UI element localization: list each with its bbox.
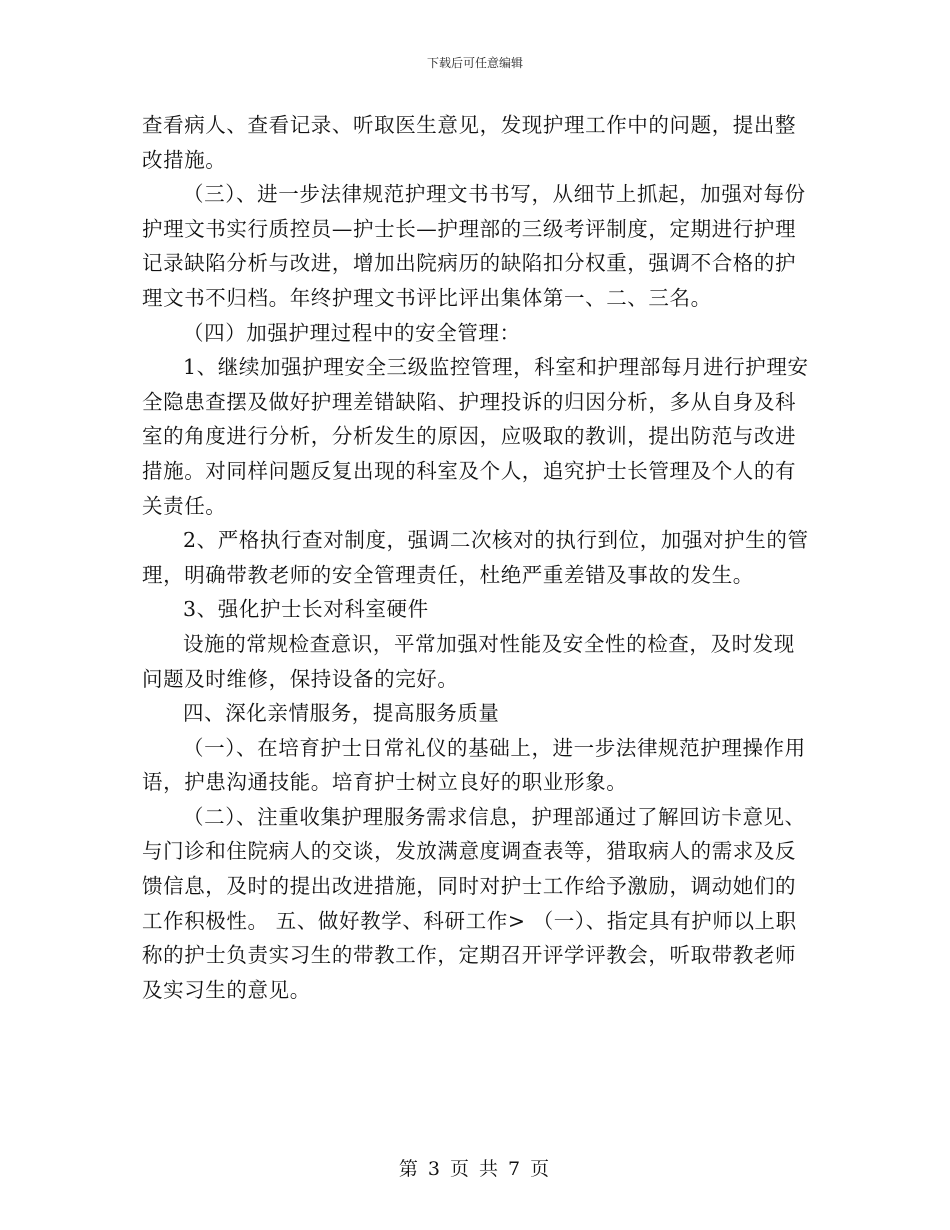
- paragraph: 查看病人、查看记录、听取医生意见，发现护理工作中的问题，提出整改措施。: [142, 113, 797, 172]
- paragraph: 设施的常规检查意识，平常加强对性能及安全性的检查，及时发现问题及时维修，保持设备的完好。: [142, 631, 795, 691]
- paragraph: （三）、进一步法律规范护理文书书写，从细节上抓起，加强对每份护理文书实行质控员—护士长—护理部的三级考评制度，定期进行护理记录缺陷分析与改进，增加出院病历的缺陷扣分权重，强调不合格的护理文书不归档。年终护理文书评比评出集体第一、二、三名。: [142, 182, 806, 310]
- document-body: [142, 108, 810, 1007]
- page-number-footer: 第 3 页 共 7 页: [398, 1158, 552, 1180]
- paragraph: 1、继续加强护理安全三级监控管理，科室和护理部每月进行护理安全隐患查摆及做好护理差错缺陷、护理投诉的归因分析，多从自身及科室的角度进行分析，分析发生的原因，应吸取的教训，提出防范与改进措施。对同样问题反复出现的科室及个人，追究护士长管理及个人的有关责任。: [142, 355, 809, 518]
- paragraph: 四、深化亲情服务，提高服务质量: [183, 701, 500, 726]
- paragraph: （二）、注重收集护理服务需求信息，护理部通过了解回访卡意见、与门诊和住院病人的交谈，发放满意度调查表等，猎取病人的需求及反馈信息，及时的提出改进措施，同时对护士工作给予激励，调动她们的工作积极性。 五、做好教学、科研工作> （一）、指定具有护师以上职称的护士负责实习生的带教工作，定期召开评学评教会，听取带教老师及实习生的意见。: [142, 804, 806, 1002]
- paragraph: （一）、在培育护士日常礼仪的基础上，进一步法律规范护理操作用语，护患沟通技能。培育护士树立良好的职业形象。: [142, 735, 806, 795]
- page-header: 下载后可任意编辑: [426, 56, 523, 70]
- paragraph: 2、严格执行查对制度，强调二次核对的执行到位，加强对护生的管理，明确带教老师的安全管理责任，杜绝严重差错及事故的发生。: [142, 528, 809, 587]
- paragraph: 3、强化护士长对科室硬件: [183, 597, 429, 622]
- paragraph: （四）加强护理过程中的安全管理：: [183, 320, 521, 345]
